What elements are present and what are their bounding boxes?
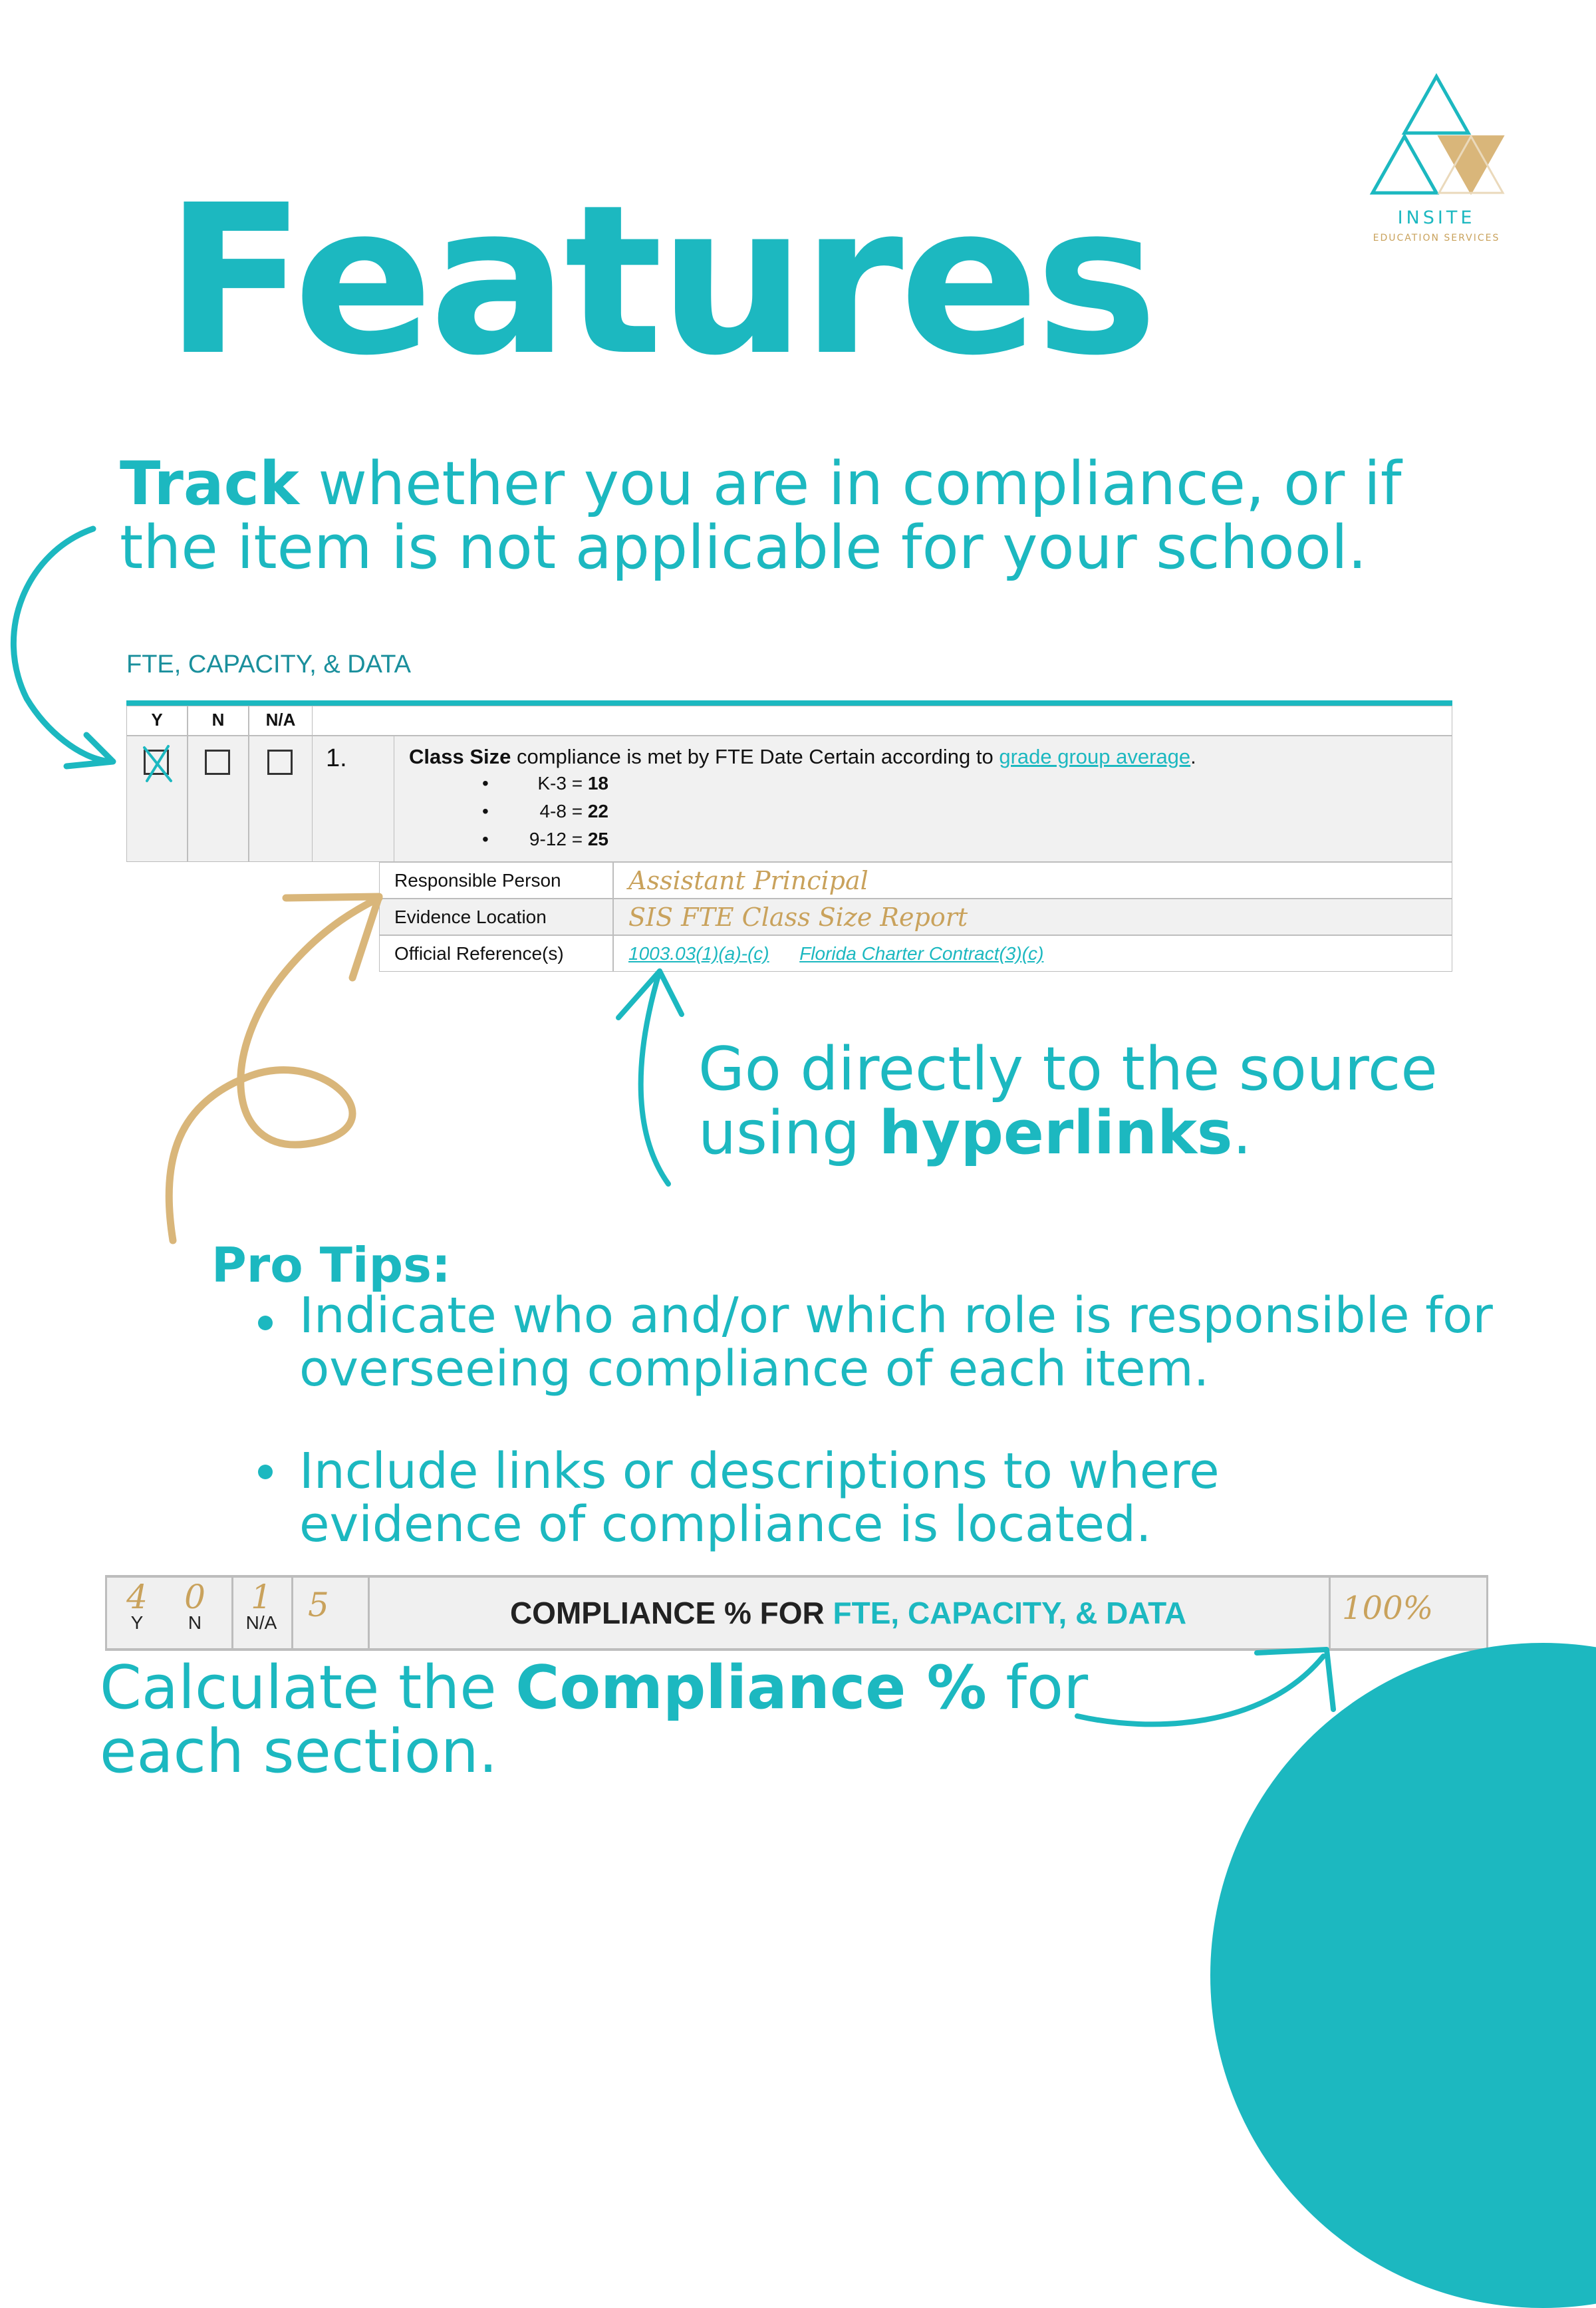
go-text: Go directly to the source using (698, 1034, 1438, 1168)
pro-tip-item: Include links or descriptions to where evidence of compliance is located. (299, 1443, 1220, 1553)
responsible-person-label: Responsible Person (379, 862, 613, 899)
y-count-cell (117, 1578, 157, 1634)
item-end: . (1190, 745, 1196, 768)
evidence-location-label: Evidence Location (379, 899, 613, 935)
total-count[interactable]: 5 (308, 1586, 329, 1624)
checkbox-y-checked[interactable] (144, 750, 169, 775)
official-reference-links (613, 935, 1452, 972)
y-label: Y (130, 1612, 144, 1633)
bullet-label: 9-12 = (529, 829, 588, 849)
header-y: Y (126, 706, 188, 736)
bullet-icon (258, 1465, 273, 1479)
header-n: N (188, 706, 249, 736)
pro-tip-item: Indicate who and/or which role is responsible for overseeing compliance of each item. (299, 1287, 1493, 1397)
compliance-title-section: FTE, CAPACITY, & DATA (833, 1596, 1187, 1630)
bullet-item: • 9-12 = 25 (482, 829, 608, 849)
logo-name: INSITE (1397, 208, 1476, 228)
item-description (394, 736, 1431, 862)
bullet-value: 18 (587, 773, 608, 793)
teal-up-arrow-icon (598, 958, 692, 1197)
go-end: . (1232, 1098, 1252, 1168)
calc-text: Calculate the (100, 1653, 516, 1723)
teal-curved-arrow-icon (1071, 1623, 1350, 1743)
statute-link[interactable]: 1003.03(1)(a)-(c) (628, 943, 769, 964)
item-bold: Class Size (409, 745, 511, 768)
hyperlinks-description (698, 1034, 1530, 1168)
na-count[interactable]: 1 (251, 1578, 272, 1616)
checkbox-na[interactable] (267, 750, 293, 775)
charter-contract-link[interactable]: Florida Charter Contract(3)(c) (799, 943, 1044, 964)
bullet-label: K-3 = (537, 773, 588, 793)
header-na: N/A (249, 706, 313, 736)
calculate-description (100, 1653, 1164, 1787)
checkbox-n[interactable] (205, 750, 230, 775)
na-count-cell (238, 1578, 285, 1634)
bullet-icon (258, 1316, 273, 1330)
compliance-title-prefix: COMPLIANCE % FOR (509, 1596, 833, 1630)
compliance-percent[interactable]: 100% (1342, 1590, 1434, 1627)
grade-group-average-link[interactable]: grade group average (999, 745, 1191, 768)
table-top-rule (126, 700, 1452, 706)
bullet-value: 25 (587, 829, 608, 849)
go-bold: hyperlinks (878, 1098, 1233, 1168)
n-count-cell (175, 1578, 215, 1634)
calc-bold: Compliance % (515, 1653, 987, 1723)
pro-tips-title: Pro Tips: (211, 1237, 451, 1293)
bullet-item: • 4-8 = 22 (482, 801, 608, 821)
y-count[interactable]: 4 (126, 1578, 148, 1616)
gold-swirl-arrow-icon (153, 878, 432, 1250)
evidence-location-value[interactable]: SIS FTE Class Size Report (613, 899, 1452, 935)
track-description (120, 449, 1516, 583)
logo-subtitle: EDUCATION SERVICES (1373, 233, 1500, 243)
na-label: N/A (245, 1612, 277, 1633)
item-text: compliance is met by FTE Date Certain according to (511, 745, 999, 768)
n-label: N (188, 1612, 202, 1633)
bullet-item: • K-3 = 18 (482, 773, 608, 793)
bullet-label: 4-8 = (539, 801, 588, 821)
track-bold: Track (120, 449, 299, 519)
calc-rest: for each section. (100, 1653, 1089, 1787)
item-number: 1. (326, 744, 347, 772)
checkmark-x-icon (140, 744, 176, 784)
page-title: Features (165, 161, 1154, 401)
responsible-person-value[interactable]: Assistant Principal (613, 862, 1452, 899)
bullet-value: 22 (587, 801, 608, 821)
decorative-circle (1210, 1643, 1596, 2308)
n-count[interactable]: 0 (184, 1578, 205, 1616)
section-title: FTE, CAPACITY, & DATA (126, 650, 411, 678)
official-reference-label: Official Reference(s) (379, 935, 613, 972)
track-text: whether you are in compliance, or if the item is not applicable for your school. (120, 449, 1402, 583)
